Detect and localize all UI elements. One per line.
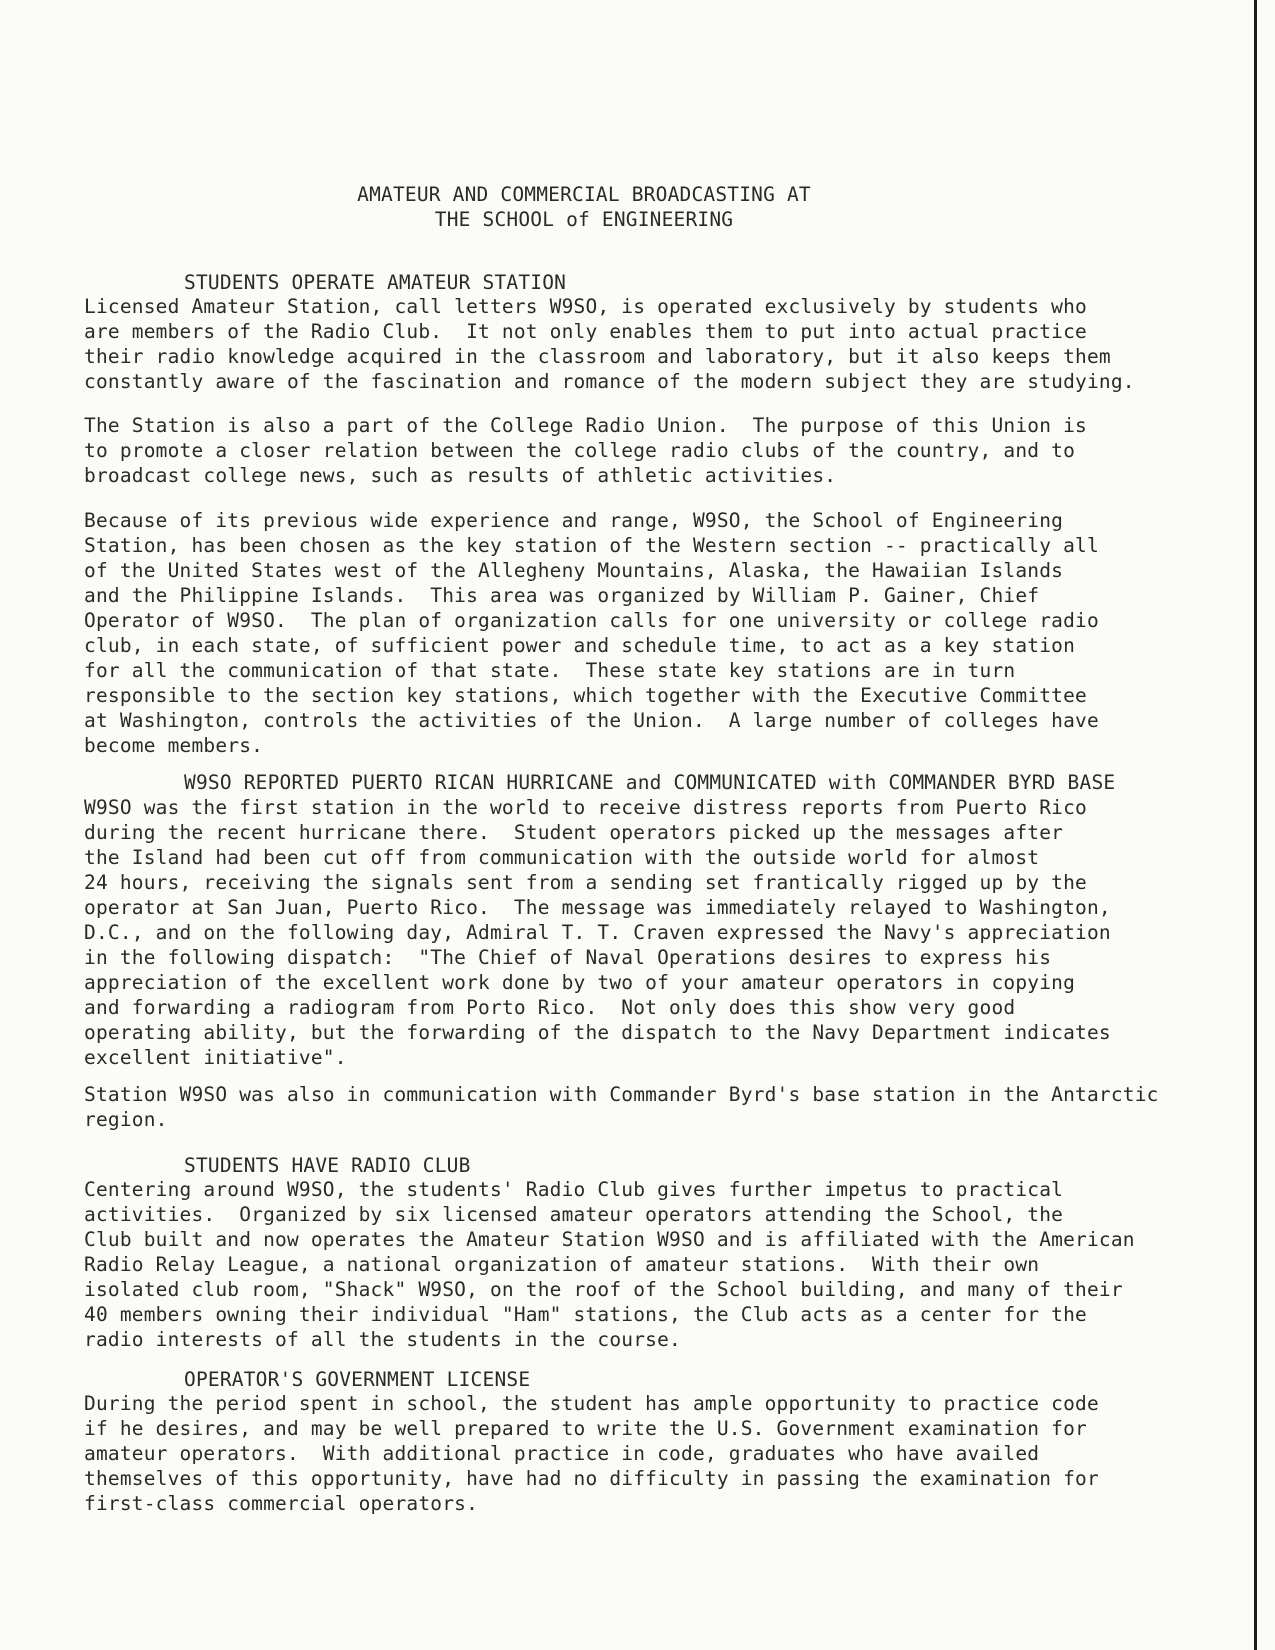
text-line: and forwarding a radiogram from Porto Rico. Not only does this show very good	[84, 996, 1016, 1019]
text-line: excellent initiative".	[84, 1046, 347, 1069]
text-line: Station W9SO was also in communication with Commander Byrd's base station in the Antarctic	[84, 1083, 1159, 1106]
paragraph	[84, 1177, 1244, 1352]
section-heading: STUDENTS HAVE RADIO CLUB	[184, 1154, 471, 1177]
text-line: operator at San Juan, Puerto Rico. The message was immediately relayed to Washington,	[84, 896, 1111, 919]
text-line: are members of the Radio Club. It not only enables them to put into actual practice	[84, 320, 1087, 343]
text-line: Operator of W9SO. The plan of organization calls for one university or college radio	[84, 609, 1099, 632]
title-line-2: THE SCHOOL of ENGINEERING	[434, 208, 734, 231]
document-title	[84, 182, 1084, 232]
text-line: Centering around W9SO, the students' Radio Club gives further impetus to practical	[84, 1178, 1064, 1201]
section-heading: W9SO REPORTED PUERTO RICAN HURRICANE and COMMUNICATED with COMMANDER BYRD BASE	[184, 771, 1116, 794]
page-edge-shadow	[1254, 0, 1257, 1650]
paragraph	[84, 795, 1244, 1070]
text-line: 24 hours, receiving the signals sent from a sending set frantically rigged up by the	[84, 871, 1087, 894]
text-line: their radio knowledge acquired in the classroom and laboratory, but it also keeps them	[84, 345, 1111, 368]
text-line: and the Philippine Islands. This area was organized by William P. Gainer, Chief	[84, 584, 1040, 607]
paragraph	[84, 508, 1244, 758]
section-heading: OPERATOR'S GOVERNMENT LICENSE	[184, 1368, 531, 1391]
text-line: activities. Organized by six licensed amateur operators attending the School, the	[84, 1203, 1064, 1226]
title-line-1: AMATEUR AND COMMERCIAL BROADCASTING AT	[357, 183, 811, 206]
text-line: Club built and now operates the Amateur Station W9SO and is affiliated with the American	[84, 1228, 1135, 1251]
text-line: The Station is also a part of the College Radio Union. The purpose of this Union is	[84, 414, 1087, 437]
text-line: region.	[84, 1108, 168, 1131]
text-line: the Island had been cut off from communication with the outside world for almost	[84, 846, 1040, 869]
text-line: of the United States west of the Allegheny Mountains, Alaska, the Hawaiian Islands	[84, 559, 1064, 582]
text-line: 40 members owning their individual "Ham" stations, the Club acts as a center for the	[84, 1303, 1087, 1326]
paragraph	[84, 413, 1244, 488]
text-line: if he desires, and may be well prepared to write the U.S. Government examination for	[84, 1417, 1087, 1440]
text-line: club, in each state, of sufficient power and schedule time, to act as a key station	[84, 634, 1076, 657]
text-line: themselves of this opportunity, have had no difficulty in passing the examination for	[84, 1467, 1099, 1490]
text-line: appreciation of the excellent work done by two of your amateur operators in copying	[84, 971, 1076, 994]
text-line: During the period spent in school, the student has ample opportunity to practice code	[84, 1392, 1099, 1415]
text-line: Station, has been chosen as the key station of the Western section -- practically all	[84, 534, 1099, 557]
text-line: amateur operators. With additional practice in code, graduates who have availed	[84, 1442, 1040, 1465]
text-line: Because of its previous wide experience and range, W9SO, the School of Engineering	[84, 509, 1064, 532]
paragraph	[84, 1082, 1244, 1132]
text-line: responsible to the section key stations, which together with the Executive Committee	[84, 684, 1087, 707]
text-line: first-class commercial operators.	[84, 1492, 479, 1515]
text-line: in the following dispatch: "The Chief of Naval Operations desires to express his	[84, 946, 1052, 969]
text-line: during the recent hurricane there. Student operators picked up the messages after	[84, 821, 1064, 844]
text-line: W9SO was the first station in the world to receive distress reports from Puerto Rico	[84, 796, 1087, 819]
paragraph	[84, 1391, 1244, 1516]
text-line: for all the communication of that state. These state key stations are in turn	[84, 659, 1016, 682]
text-line: radio interests of all the students in the course.	[84, 1328, 681, 1351]
text-line: constantly aware of the fascination and romance of the modern subject they are studying.	[84, 370, 1135, 393]
text-line: at Washington, controls the activities of the Union. A large number of colleges have	[84, 709, 1099, 732]
text-line: Licensed Amateur Station, call letters W9SO, is operated exclusively by students who	[84, 295, 1087, 318]
text-line: Radio Relay League, a national organization of amateur stations. With their own	[84, 1253, 1040, 1276]
text-line: to promote a closer relation between the college radio clubs of the country, and to	[84, 439, 1076, 462]
text-line: become members.	[84, 734, 264, 757]
text-line: broadcast college news, such as results of athletic activities.	[84, 464, 837, 487]
paragraph	[84, 294, 1244, 394]
text-line: operating ability, but the forwarding of the dispatch to the Navy Department indicates	[84, 1021, 1111, 1044]
text-line: D.C., and on the following day, Admiral T. T. Craven expressed the Navy's appreciation	[84, 921, 1111, 944]
text-line: isolated club room, "Shack" W9SO, on the roof of the School building, and many of their	[84, 1278, 1123, 1301]
section-heading: STUDENTS OPERATE AMATEUR STATION	[184, 271, 567, 294]
